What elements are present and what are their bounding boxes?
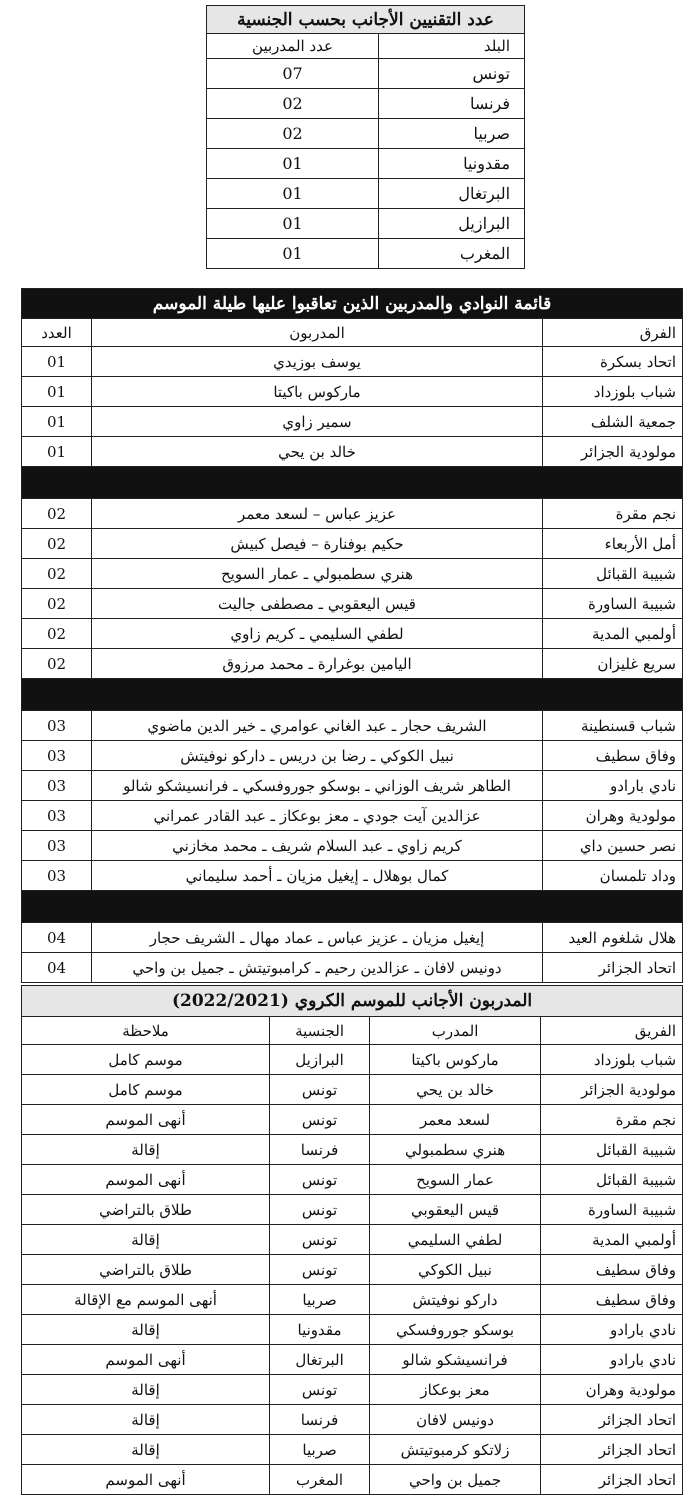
country-cell: المغرب [379, 239, 525, 269]
coach-cell: نبيل الكوكي [370, 1255, 541, 1285]
club-cell: شباب قسنطينة [543, 711, 683, 741]
note-cell: إقالة [22, 1435, 270, 1465]
table-row [22, 861, 683, 891]
team-cell: نجم مقرة [541, 1105, 683, 1135]
note-cell: إقالة [22, 1225, 270, 1255]
note-cell: موسم كامل [22, 1045, 270, 1075]
group-separator [22, 467, 683, 499]
club-cell: جمعية الشلف [543, 407, 683, 437]
nationality-cell: تونس [270, 1075, 370, 1105]
header-coach: المدرب [370, 1017, 541, 1045]
note-cell: أنهى الموسم [22, 1345, 270, 1375]
count-cell: 01 [22, 407, 92, 437]
table-row [22, 831, 683, 861]
team-cell: وفاق سطيف [541, 1285, 683, 1315]
header-coaches: المدربون [92, 319, 543, 347]
team-cell: أولمبي المدية [541, 1225, 683, 1255]
coach-cell: فرانسيشكو شالو [370, 1345, 541, 1375]
note-cell: إقالة [22, 1405, 270, 1435]
team-cell: اتحاد الجزائر [541, 1465, 683, 1495]
country-cell: البرازيل [379, 209, 525, 239]
header-note: ملاحظة [22, 1017, 270, 1045]
team-cell: مولودية الجزائر [541, 1075, 683, 1105]
table-row [22, 1255, 683, 1285]
count-cell: 03 [22, 831, 92, 861]
count-cell: 01 [22, 437, 92, 467]
header-country: البلد [379, 34, 525, 59]
club-cell: أولمبي المدية [543, 619, 683, 649]
nationality-cell: مقدونيا [270, 1315, 370, 1345]
nationality-cell: المغرب [270, 1465, 370, 1495]
note-cell: أنهى الموسم [22, 1105, 270, 1135]
table-row [207, 239, 525, 269]
table-row [22, 529, 683, 559]
nationality-cell: فرنسا [270, 1135, 370, 1165]
note-cell: إقالة [22, 1375, 270, 1405]
table-row [207, 89, 525, 119]
table-row [22, 741, 683, 771]
coach-cell: عمار السويح [370, 1165, 541, 1195]
table-row [207, 149, 525, 179]
table-row [22, 1165, 683, 1195]
header-coach-count: عدد المدربين [207, 34, 379, 59]
table-row [22, 923, 683, 953]
group-separator [22, 679, 683, 711]
nationality-table [206, 5, 525, 269]
header-count: العدد [22, 319, 92, 347]
nationality-cell: تونس [270, 1255, 370, 1285]
table-row [22, 1105, 683, 1135]
count-cell: 02 [22, 499, 92, 529]
table-row [22, 771, 683, 801]
clubs-table-title: قائمة النوادي والمدربين الذين تعاقبوا عليها طيلة الموسم [22, 289, 683, 319]
table-row [22, 1465, 683, 1495]
count-cell: 04 [22, 923, 92, 953]
count-cell: 03 [22, 771, 92, 801]
count-cell: 03 [22, 801, 92, 831]
note-cell: إقالة [22, 1135, 270, 1165]
coach-count-cell: 02 [207, 89, 379, 119]
coach-count-cell: 02 [207, 119, 379, 149]
nationality-cell: تونس [270, 1165, 370, 1195]
nationality-cell: تونس [270, 1225, 370, 1255]
coach-cell: دونيس لافان [370, 1405, 541, 1435]
count-cell: 02 [22, 589, 92, 619]
club-cell: سريع غليزان [543, 649, 683, 679]
table-row [22, 499, 683, 529]
country-cell: تونس [379, 59, 525, 89]
coaches-cell: إيغيل مزيان ـ عزيز عباس ـ عماد مهال ـ الشريف حجار [92, 923, 543, 953]
count-cell: 02 [22, 559, 92, 589]
nationality-cell: البرتغال [270, 1345, 370, 1375]
coaches-cell: عزالدين آيت جودي ـ معز بوعكاز ـ عبد القادر عمراني [92, 801, 543, 831]
coach-cell: معز بوعكاز [370, 1375, 541, 1405]
club-cell: هلال شلغوم العيد [543, 923, 683, 953]
note-cell: أنهى الموسم [22, 1465, 270, 1495]
table-row [22, 1135, 683, 1165]
country-cell: مقدونيا [379, 149, 525, 179]
club-cell: مولودية الجزائر [543, 437, 683, 467]
note-cell: طلاق بالتراضي [22, 1195, 270, 1225]
header-clubs: الفرق [543, 319, 683, 347]
nationality-cell: البرازيل [270, 1045, 370, 1075]
table-row [22, 407, 683, 437]
nationality-cell: صربيا [270, 1435, 370, 1465]
coach-cell: هنري سطمبولي [370, 1135, 541, 1165]
count-cell: 01 [22, 377, 92, 407]
table-row [22, 1285, 683, 1315]
count-cell: 02 [22, 649, 92, 679]
group-separator [22, 891, 683, 923]
team-cell: نادي بارادو [541, 1345, 683, 1375]
club-cell: نادي بارادو [543, 771, 683, 801]
team-cell: شبيبة القبائل [541, 1165, 683, 1195]
clubs-coaches-table [21, 288, 683, 983]
club-cell: شبيبة القبائل [543, 559, 683, 589]
table-row [207, 209, 525, 239]
nationality-cell: تونس [270, 1375, 370, 1405]
count-cell: 03 [22, 711, 92, 741]
coaches-cell: هنري سطمبولي ـ عمار السويح [92, 559, 543, 589]
coaches-cell: خالد بن يحي [92, 437, 543, 467]
table-row [22, 1345, 683, 1375]
country-cell: البرتغال [379, 179, 525, 209]
foreign-coaches-table [21, 985, 683, 1495]
count-cell: 01 [22, 347, 92, 377]
coach-cell: ماركوس باكيتا [370, 1045, 541, 1075]
table-row [22, 559, 683, 589]
club-cell: وفاق سطيف [543, 741, 683, 771]
coach-count-cell: 01 [207, 209, 379, 239]
table-row [22, 649, 683, 679]
coach-count-cell: 01 [207, 179, 379, 209]
table-row [22, 589, 683, 619]
coach-count-cell: 01 [207, 239, 379, 269]
team-cell: اتحاد الجزائر [541, 1405, 683, 1435]
coach-cell: بوسكو جوروفسكي [370, 1315, 541, 1345]
table-row [207, 179, 525, 209]
note-cell: أنهى الموسم مع الإقالة [22, 1285, 270, 1315]
table-row [22, 801, 683, 831]
note-cell: موسم كامل [22, 1075, 270, 1105]
coaches-cell: دونيس لافان ـ عزالدين رحيم ـ كرامبوتيتش ـ جميل بن واحي [92, 953, 543, 983]
club-cell: مولودية وهران [543, 801, 683, 831]
table-row [207, 59, 525, 89]
table-row [22, 1315, 683, 1345]
count-cell: 02 [22, 529, 92, 559]
table-row [22, 437, 683, 467]
country-cell: صربيا [379, 119, 525, 149]
count-cell: 04 [22, 953, 92, 983]
club-cell: نجم مقرة [543, 499, 683, 529]
club-cell: اتحاد بسكرة [543, 347, 683, 377]
coaches-cell: اليامين بوغرارة ـ محمد مرزوق [92, 649, 543, 679]
count-cell: 03 [22, 741, 92, 771]
table-row [22, 1045, 683, 1075]
team-cell: وفاق سطيف [541, 1255, 683, 1285]
coaches-cell: ماركوس باكيتا [92, 377, 543, 407]
club-cell: نصر حسين داي [543, 831, 683, 861]
coach-count-cell: 07 [207, 59, 379, 89]
foreign-table-title: المدربون الأجانب للموسم الكروي (2022/2021) [22, 986, 683, 1017]
table-row [22, 1225, 683, 1255]
team-cell: شبيبة الساورة [541, 1195, 683, 1225]
nationality-table-title: عدد التقنيين الأجانب بحسب الجنسية [207, 6, 525, 34]
table-row [22, 1375, 683, 1405]
team-cell: شباب بلوزداد [541, 1045, 683, 1075]
coach-cell: داركو نوفيتش [370, 1285, 541, 1315]
team-cell: اتحاد الجزائر [541, 1435, 683, 1465]
note-cell: طلاق بالتراضي [22, 1255, 270, 1285]
coach-cell: قيس اليعقوبي [370, 1195, 541, 1225]
nationality-cell: تونس [270, 1195, 370, 1225]
table-row [207, 119, 525, 149]
table-row [22, 711, 683, 741]
coach-count-cell: 01 [207, 149, 379, 179]
coaches-cell: الطاهر شريف الوزاني ـ بوسكو جوروفسكي ـ فرانسيشكو شالو [92, 771, 543, 801]
team-cell: شبيبة القبائل [541, 1135, 683, 1165]
coach-cell: خالد بن يحي [370, 1075, 541, 1105]
header-team: الفريق [541, 1017, 683, 1045]
coaches-cell: قيس اليعقوبي ـ مصطفى جاليت [92, 589, 543, 619]
note-cell: إقالة [22, 1315, 270, 1345]
coaches-cell: سمير زاوي [92, 407, 543, 437]
coaches-cell: لطفي السليمي ـ كريم زاوي [92, 619, 543, 649]
header-nationality: الجنسية [270, 1017, 370, 1045]
coaches-cell: عزيز عباس – لسعد معمر [92, 499, 543, 529]
note-cell: أنهى الموسم [22, 1165, 270, 1195]
nationality-cell: فرنسا [270, 1405, 370, 1435]
count-cell: 02 [22, 619, 92, 649]
coach-cell: جميل بن واحي [370, 1465, 541, 1495]
coaches-cell: كريم زاوي ـ عبد السلام شريف ـ محمد مخازني [92, 831, 543, 861]
club-cell: أمل الأربعاء [543, 529, 683, 559]
coaches-cell: نبيل الكوكي ـ رضا بن دريس ـ داركو نوفيتش [92, 741, 543, 771]
coaches-cell: حكيم بوفنارة – فيصل كبيش [92, 529, 543, 559]
coach-cell: زلاتكو كرمبوتيتش [370, 1435, 541, 1465]
table-row [22, 619, 683, 649]
coach-cell: لطفي السليمي [370, 1225, 541, 1255]
table-row [22, 377, 683, 407]
coach-cell: لسعد معمر [370, 1105, 541, 1135]
team-cell: نادي بارادو [541, 1315, 683, 1345]
table-row [22, 347, 683, 377]
coaches-cell: يوسف بوزيدي [92, 347, 543, 377]
table-row [22, 1405, 683, 1435]
table-row [22, 953, 683, 983]
club-cell: شبيبة الساورة [543, 589, 683, 619]
nationality-cell: صربيا [270, 1285, 370, 1315]
nationality-cell: تونس [270, 1105, 370, 1135]
club-cell: شباب بلوزداد [543, 377, 683, 407]
coaches-cell: كمال بوهلال ـ إيغيل مزيان ـ أحمد سليماني [92, 861, 543, 891]
count-cell: 03 [22, 861, 92, 891]
club-cell: وداد تلمسان [543, 861, 683, 891]
team-cell: مولودية وهران [541, 1375, 683, 1405]
table-row [22, 1075, 683, 1105]
club-cell: اتحاد الجزائر [543, 953, 683, 983]
table-row [22, 1195, 683, 1225]
country-cell: فرنسا [379, 89, 525, 119]
coaches-cell: الشريف حجار ـ عبد الغاني عوامري ـ خير الدين ماضوي [92, 711, 543, 741]
table-row [22, 1435, 683, 1465]
